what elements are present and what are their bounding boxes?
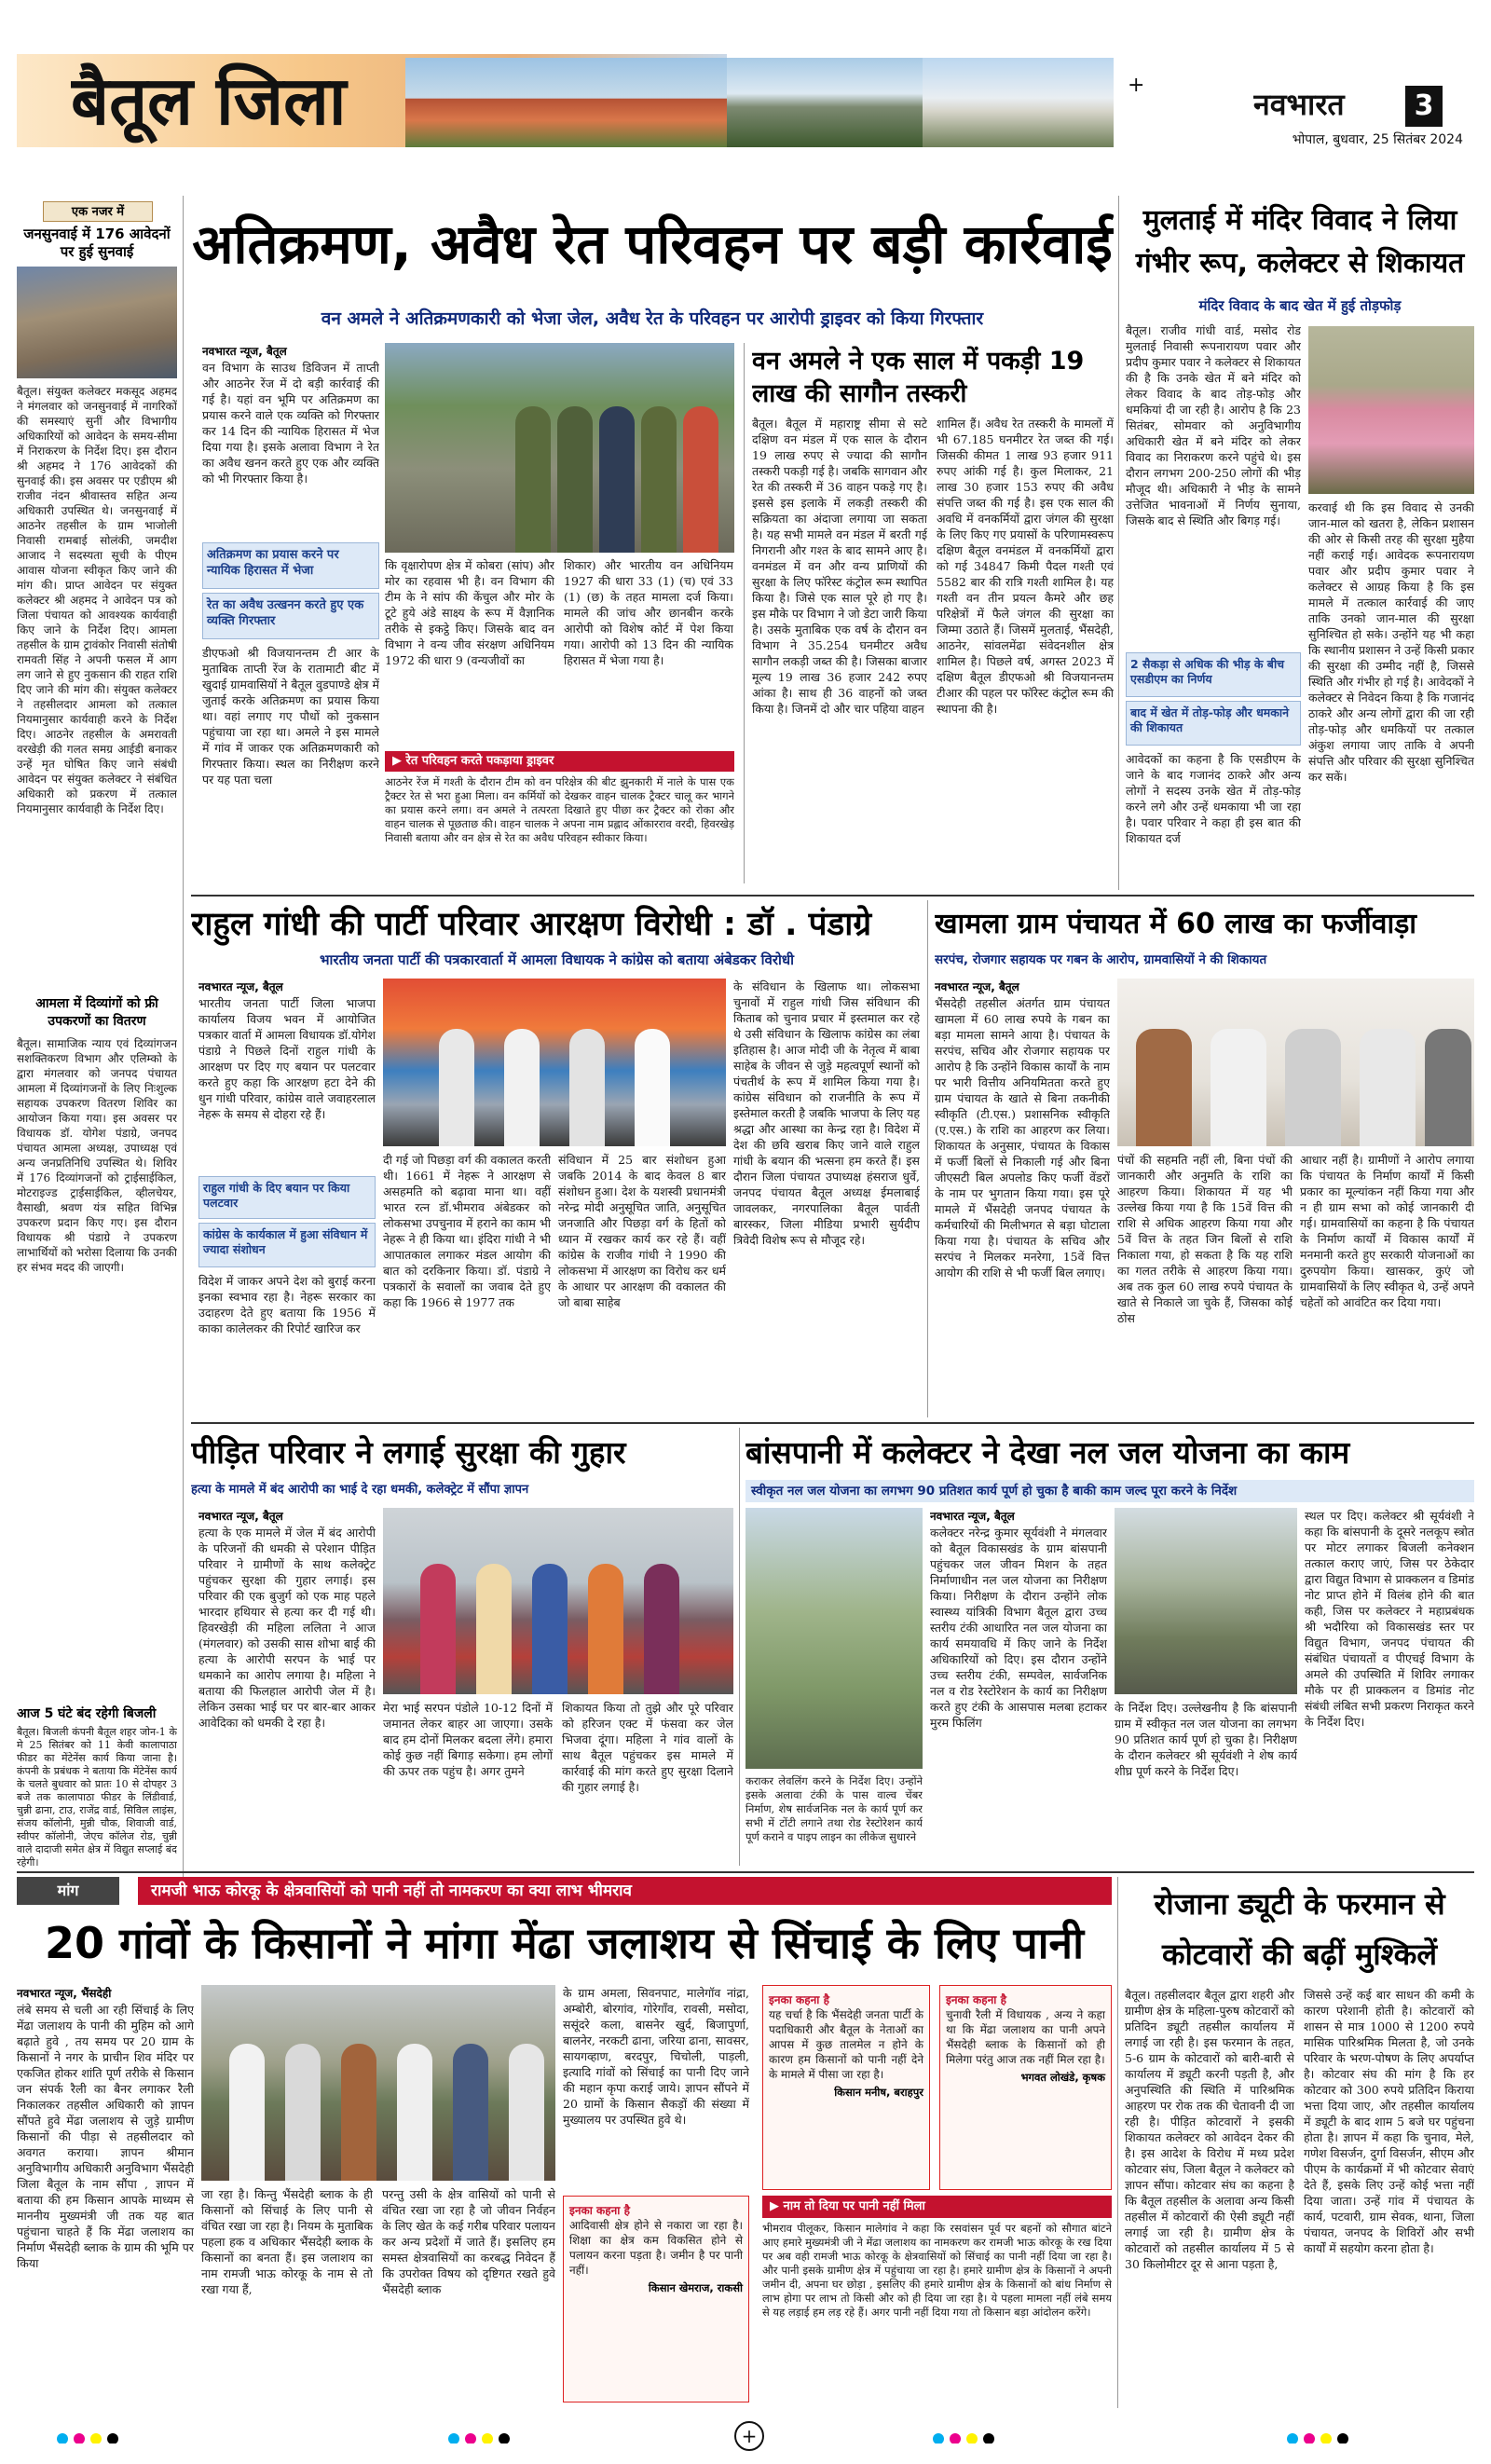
masthead-monument-photo: [923, 58, 1114, 147]
quote-2-text: चुनावी रैली में विधायक , अन्य ने कहा था कि मेंढा जलाशय का पानी अपने भैंसदेही ब्लाक के किसानों को ही मिलेगा परंतु आज तक नहीं मिल रहा है।: [946, 2008, 1105, 2066]
pidit-byline: नवभारत न्यूज, बैतूल: [198, 1510, 283, 1523]
color-bar-center: [445, 2429, 585, 2443]
khamla-byline: नवभारत न्यूज, बैतूल: [935, 980, 1019, 993]
nal-text-1: कलेक्टर नरेन्द्र कुमार सूर्यवंशी ने मंगलवार को बैतूल विकासखंड के ग्राम बांसपानी पहुंचकर जल जीवन मिशन के तहत निर्माणाधीन नल जल योजना का निरीक्षण किया। निरीक्षण के दौरान उन्होंने लोक स्वास्थ्य यांत्रिकी विभाग बैतूल द्वारा उच्च स्तरीय टंकी आधारित नल जल योजना का कार्य समयावधि में किए जाने के निर्देश अधिकारियों को दिए। इस दौरान उन्होंने उच्च स्तरीय टंकी, सम्पवेल, सार्वजनिक नल व रोड रेस्टोरेशन के कार्य का निरीक्षण करते हुए टंकी के आसपास मलबा हटाकर मुरम फिलिंग: [930, 1526, 1107, 1730]
brief-1-title: जनसुनवाई में 176 आवेदनों पर हुई सुनवाई: [23, 226, 171, 260]
mandha-quote-2: [939, 1985, 1112, 2190]
kotwar-story: [1125, 1877, 1474, 2408]
lead-headline: अतिक्रमण, अवैध रेत परिवहन पर बड़ी कार्रवाई: [192, 212, 1113, 276]
lead-text-5: आठनेर रेंज में गश्ती के दौरान टीम को वन परिक्षेत्र की बीट झुनकारी में नाले के पास एक ट्रैक्टर रेत से भरा हुआ मिला। वन कर्मियों को देखकर वाहन चालक ट्रैक्टर चालू कर भागने का प्रयास करने लगा। वन अमले ने तत्परता दिखाते हुए पीछा कर ट्रैक्टर को रोका और वाहन चालक से पूछताछ की। वाहन चालक ने अपना नाम प्रह्लाद ओंकारराव वरदी, हिवरखेड़ निवासी बताया और वन क्षेत्र से रेत का अवैध परिवहन स्वीकार किया।: [385, 775, 734, 844]
lead-side-rule: [744, 343, 745, 883]
lead-byline: नवभारत न्यूज, बैतूल: [202, 345, 287, 358]
quote-3-text: आदिवासी क्षेत्र होने से नकारा जा रहा है। शिक्षा का क्षेत्र कम विकसित होने से पलायन करना पड़ता है। जमीन है पर पानी नहीं।: [569, 2219, 743, 2277]
mandha-quote-3: [563, 2196, 749, 2402]
mandha-quote-1: [762, 1985, 930, 2190]
rahul-deck: भारतीय जनता पार्टी की पत्रकारवार्ता में आमला विधायक ने कांग्रेस को बताया अंबेडकर विरोधी: [320, 951, 794, 968]
khamla-story: [935, 900, 1474, 1417]
rahul-callout-1: राहुल गांधी के दिए बयान पर किया पलटवार: [198, 1176, 376, 1219]
mandha-text-3: परन्तु उसी के क्षेत्र वासियों को पानी से वंचित रखा जा रहा है जो जीवन निर्वहन के लिए खेत के कई गरीब परिवार पलायन कर अन्य प्रदेशों में जाते हैं। इसलिए हम समस्त क्षेत्रवासियों का करबद्ध निवेदन हैं कि उपरोक्त विषय को दृष्टिगत रखते हुवे भैंसदेही ब्लाक: [382, 2187, 555, 2296]
left-col-rule: [183, 196, 184, 1882]
nal-text-3: के निर्देश दिए। उल्लेखनीय है कि बांसपानी ग्राम में स्वीकृत नल जल योजना का लगभग 90 प्रतिशत कार्य पूर्ण हो चुका है। निरीक्षण के दौरान कलेक्टर श्री सूर्यवंशी ने शेष कार्य शीघ्र पूर्ण करने के निर्देश दिए।: [1115, 1701, 1297, 1778]
mandha-text-2: जा रहा है। किन्तु भैंसदेही ब्लाक के ही किसानों को सिंचाई के लिए पानी से वंचित रखा जा रहा है। नियम के मुताबिक पहला हक व अधिकार भैंसदेही ब्लाक के किसानों का बनता हैं। इस जलाशय का नाम रामजी भाऊ कोरकू के नाम से तो रखा गया हैं,: [201, 2187, 373, 2296]
rahul-byline: नवभारत न्यूज, बैतूल: [198, 980, 283, 993]
kotwar-text-2: जिससे उन्हें कई बार साधन की कमी के कारण परेशानी होती है। कोटवारों को शासन से मात्र 1000 से 1200 रुपये मासिक पारिश्रमिक मिलता है, जो उनके परिवार के भरण-पोषण के लिए अपर्याप्त है। कोटवार संघ की मांग है कि हर कोटवार को 300 रुपये प्रतिदिन किराया भत्ता दिया जाए, और तहसील कार्यालय में ड्यूटी के बाद शाम 5 बजे घर पहुंचना होता है। ज्ञापन में कहा कि चुनाव, मेले, गणेश विसर्जन, दुर्गा विसर्जन, सीएम और पीएम के कार्यक्रमों में भी कोटवार सेवाएं देते हैं, इसके लिए उन्हें कोई भत्ता नहीं दिया जाता। उन्हें गांव में पंचायत के कार्य, पटवारी, ग्राम सेवक, थाना, जिला पंचायत, जनपद के शिविरों और सभी कार्यों में सहयोग करना होता है।: [1304, 1988, 1474, 2255]
pidit-collectorate-photo: [383, 1508, 733, 1694]
khamla-villagers-photo: [1117, 979, 1474, 1146]
masthead-temple-photo: [405, 58, 727, 147]
brief-1-text: बैतूल। संयुक्त कलेक्टर मकसूद अहमद ने मंगलवार को जनसुनवाई में नागरिकों की समस्याएं सुनीं और विभागीय अधिकारियों को आवेदन के समय-सीमा में निराकरण के निर्देश दिए। इस दौरान श्री अहमद ने 176 आवेदकों की सुनवाई की। इस अवसर पर एडीएम श्री राजीव नंदन श्रीवास्तव सहित अन्य अधिकारी उपस्थित थे। जनसुनवाई में आठनेर तहसील के ग्राम भाजोली निवासी रामबाई सोलंकी, जमदीश आजाद ने सदस्यता सूची के पीएम आवास योजना स्वीकृत किए जाने की मांग की। प्राप्त आवेदन पर संयुक्त कलेक्टर श्री अहमद ने आवेदन पत्र को जिला पंचायत को आवश्यक कार्यवाही किए जाने के निर्देश दिए। आमला तहसील के ग्राम ट्रावंकोर निवासी संतोषी रामवती सिंह ने अपनी फसल में आग लग जाने से हुए नुकसान की राहत राशि दिए जाने की मांग की। संयुक्त कलेक्टर ने तहसीलदार आमला को तत्काल नियमानुसार कार्यवाही करने के निर्देश दिए। आठनेर तहसील के अमरावती वरखेड़ी की गलत समग्र आईडी बनाकर उन्हें मृत घोषित किए जाने संबंधी आवेदन पर संयुक्त कलेक्टर ने संबंधित अधिकारी को प्रकरण में तत्काल नियमानुसार कार्यवाही के निर्देश दिए।: [17, 385, 177, 815]
khamla-headline: खामला ग्राम पंचायत में 60 लाख का फर्जीवाड़ा: [935, 908, 1417, 940]
dateline: भोपाल, बुधवार, 25 सितंबर 2024: [1292, 132, 1463, 147]
section-title: बैतूल जिला: [71, 62, 347, 140]
lead-side-text-1: बैतूल। बैतूल में महाराष्ट्र सीमा से सटे दक्षिण वन मंडल में एक साल के दौरान 19 लाख रुपए से ज्यादा की सागौन तस्करी पकड़ी गई है। जबकि सागवान और रेत की तस्करी में 36 वाहन पकड़े गए है। इससे इस इलाके में लकड़ी तस्करी की सक्रियता का अंदाजा लगाया जा सकता है। यह सभी मामले वन मंडल में बरती गई निगरानी और गश्त के बाद सामने आए है। वनमंडल में वन और वन्य प्राणियों की सुरक्षा के लिए फॉरेस्ट कंट्रोल रूम स्थापित किया है। जिसे एक साल पूरे हो गए है। इस मौके पर विभाग ने जो डेटा जारी किया है। उसके मुताबिक एक वर्ष के दौरान वन विभाग ने 35.254 घनमीटर अवैध सागौन लकड़ी जब्त की है। जिसका बाजार मूल्य 19 लाख 36 हजार 242 रुपए आंका है। साथ ही 36 वाहनों को जब्त किया है। जिनमें दो और चार पहिया वाहन: [752, 417, 927, 716]
mandha-text-1: लंबे समय से चली आ रही सिंचाई के लिए मेंढा जलाशय के पानी की मुहिम को आगे बढ़ाते हुवे , तय समय पर 20 ग्राम के किसानों ने नगर के प्राचीन शिव मंदिर पर एकजित होकर शांति पूर्ण तरीके से किसान जन संपर्क रैली का बैनर लगाकर रैली निकालकर तहसील अधिकारी को ज्ञापन सौंपते हुवे मेंढा जलाशय से जुड़े ग्रामीण किसानों की पीड़ा से तहसीलदार को अवगत कराया। ज्ञापन श्रीमान अनुविभागीय अधिकारी अनुविभाग भैंसदेही जिला बैतूल के नाम सौंपा , ज्ञापन में बताया की हम किसान आपके माध्यम से माननीय मुख्यमंत्री जी तक यह बात पहुंचाना चाहते हैं कि मेंढा जलाशय का निर्माण भैंसदेही ब्लाक के ग्राम की भूमि पर किया: [17, 2003, 194, 2270]
lead-subhead-text: रेत परिवहन करते पकड़ाया ड्राइवर: [405, 754, 554, 768]
nal-inspection-photo: [1115, 1508, 1297, 1694]
print-marks: [17, 2417, 1474, 2455]
nal-text-4: स्थल पर दिए। कलेक्टर श्री सूर्यवंशी ने कहा कि बांसपानी के दूसरे नलकूप स्त्रोत पर मोटर लगाकर बिजली कनेक्शन तत्काल कराए जाएं, जिस पर ठेकेदार द्वारा विद्युत विभाग से प्राक्कलन व डिमांड नोट प्राप्त होने में विलंब होने की बात कही, जिस पर कलेक्टर ने महाप्रबंधक श्री भदौरिया को विकासखंड स्तर पर विद्युत विभाग, जनपद पंचायत की संबंधित पंचायतों व पीएचई विभाग के अमले की उपस्थिति में शिविर लगाकर मौके पर ही प्राक्कलन व डिमांड नोट संबंधी लंबित सभी प्रकरण निराकृत करने के निर्देश दिए।: [1305, 1509, 1474, 1729]
lead-subhead-bar: ▶ रेत परिवहन करते पकड़ाया ड्राइवर: [385, 751, 734, 772]
khamla-text-1: भैंसदेही तहसील अंतर्गत ग्राम पंचायत खामला में 60 लाख रुपये के गबन का बड़ा मामला सामने आया है। पंचायत के सरपंच, सचिव और रोजगार सहायक पर आरोप है कि उन्होंने विकास कार्यों के नाम पर भारी वित्तीय अनियमितता करते हुए ग्राम पंचायत के खाते से बिना तकनीकी स्वीकृति (टी.एस.) प्रशासनिक स्वीकृति (ए.एस.) के राशि का आहरण कर लिया। शिकायत के अनुसार, पंचायत के विकास में फर्जी बिलों से निकाली गई और बिना जीएसटी बिल अपलोड किए फर्जी वेंडरों के नाम पर भुगतान किया गया। इस पूरे मामले में भैंसदेही जनपद पंचायत के कर्मचारियों की मिलीभगत से बड़ा घोटाला किया गया है। पंचायत के सचिव और सरपंच ने मिलकर मनरेगा, 15वें वित्त आयोग की राशि से भी फर्जी बिल लगाए।: [935, 996, 1110, 1280]
pidit-story: [191, 1428, 733, 1866]
masthead: [0, 0, 1491, 186]
brief-2-title: आमला में दिव्यांगों को फ्री उपकरणों का वितरण: [35, 996, 158, 1029]
paper-name: नवभारत: [1253, 87, 1345, 121]
crosshair-icon: +: [1128, 75, 1145, 97]
mandha-story: [17, 1877, 1112, 2408]
kotwar-text-1: बैतूल। तहसीलदार बैतूल द्वारा शहरी और ग्रामीण क्षेत्र के महिला-पुरुष कोटवारों को प्रतिदिन ड्यूटी तहसील कार्यालय में लगाई जा रही है। इस फरमान के तहत, 5-6 ग्राम के कोटवारों को बारी-बारी से कार्यालय में ड्यूटी करनी पड़ती है, और अनुपस्थिति की स्थिति में पारिश्रमिक आहरण पर रोक तक की चेतावनी दी जा रही है। पीड़ित कोटवारों ने इसकी शिकायत कलेक्टर को आवेदन देकर की है। इस आदेश के विरोध में मध्य प्रदेश कोटवार संघ, जिला बैतूल ने कलेक्टर को ज्ञापन सौंपा। कोटवार संघ का कहना है कि बैतूल तहसील के अलावा अन्य किसी तहसील में कोटवारों की ऐसी ड्यूटी नहीं लगाई जा रही है। ग्रामीण क्षेत्र के कोटवारों को तहसील कार्यालय में 5 से 30 किलोमीटर दूर से आना पड़ता है,: [1125, 1988, 1294, 2271]
pidit-text-1: हत्या के एक मामले में जेल में बंद आरोपी के परिजनों की धमकी से परेशान पीड़ित परिवार ने ग्रामीणों के साथ कलेक्ट्रेट पहुंचकर सुरक्षा की गुहार लगाई। इस परिवार की एक बुजुर्ग को एक माह पहले भारदार हथियार से हत्या कर दी गई थी। हिवरखेड़ी की महिला ललिता ने आज (मंगलवार) को उसकी सास शोभा बाई की हत्या के आरोपी सरपन के भाई पर धमकाने का आरोप लगाया है। महिला ने बताया की फिलहाल आरोपी जेल में है। लेकिन उसका भाई घर पर बार-बार आकर आवेदिका को धमकी दे रहा है।: [198, 1526, 376, 1730]
quote-2-tag: इनका कहना है: [946, 1993, 1006, 2006]
pidit-headline: पीड़ित परिवार ने लगाई सुरक्षा की गुहार: [191, 1434, 626, 1471]
mandha-byline: नवभारत न्यूज, भैंसदेही: [17, 1987, 112, 2000]
pidit-text-2: मेरा भाई सरपन पंडोले 10-12 दिनों में जमानत लेकर बाहर आ जाएगा। उसके बाद हम दोनों मिलकर बदला लेंगे। हमारा कोई कुछ नहीं बिगाड़ सकेगा। हम लोगों की ऊपर तक पहुंच है। अगर तुमने: [383, 1701, 553, 1778]
lead-callout-2: रेत का अवैध उत्खनन करते हुए एक व्यक्ति गिरफ्तार: [202, 593, 379, 639]
row-rule-2: [191, 1422, 1474, 1424]
rahul-text-1: भारतीय जनता पार्टी जिला भाजपा कार्यालय विजय भवन में आयोजित पत्रकार वार्ता में आमला विधायक डॉ.योगेश पंडाग्रे ने पिछले दिनों राहुल गांधी के आरक्षण पर दिए गए बयान पर पलटवार करते हुए कहा कि आरक्षण हटा देने की धुन गांधी परिवार, कांग्रेस वाले जवाहरलाल नेहरू के समय से दोहरा रहे हैं।: [198, 996, 376, 1121]
lead-forest-photo: [385, 343, 734, 553]
khamla-deck: सरपंच, रोजगार सहायक पर गबन के आरोप, ग्रामवासियों ने की शिकायत: [935, 952, 1267, 967]
lead-text-1: वन विभाग के साउथ डिविजन में ताप्ती और आठनेर रेंज में दो बड़ी कार्रवाई की गई है। यहां वन भूमि पर अतिक्रमण का प्रयास करने वाले एक व्यक्ति को गिरफ्तार कर 14 दिन की न्यायिक हिरासत में भेज दिया गया है। इसके अलावा विभाग ने रेत का अवैध खनन करते हुए एक और व्यक्ति को भी गिरफ्तार किया है।: [202, 361, 379, 486]
rahul-text-5: के संविधान के खिलाफ था। लोकसभा चुनावों में राहुल गांधी जिस संविधान की किताब को चुनाव प्रचार में इस्तमाल कर रहे थे उसी संविधान के खिलाफ कांग्रेस का लंबा इतिहास है। आज मोदी जी के नेतृत्व में बाबा साहेब के जीवन से जुड़े महत्वपूर्ण स्थानों को पंचतीर्थ के रूप में शामिल किया गया है। कांग्रेस संविधान को राजनीति के रूप में इस्तेमाल करती है जबकि भाजपा के लिए यह श्रद्धा और आस्था का केन्द्र रहा है। विदेश में देश की छवि खराब किए जाने वाले राहुल गांधी के बयान की भत्सना हम करते हैं। इस दौरान जिला पंचायत उपाध्यक्ष हंसराज धुर्वे, जनपद पंचायत बैतूल अध्यक्ष ईमलाबाई जावलकर, नगरपालिका बैतूल पार्वती बारस्कर, जिला मीडिया प्रभारी सुर्यदीप त्रिवेदी विशेष रूप से मौजूद रहे।: [733, 979, 920, 1247]
lead-side-text-2: शामिल हैं। अवैध रेत तस्करी के मामलों में भी 67.185 घनमीटर रेत जब्त की गई। जिसकी कीमत 1 लाख 93 हजार 911 रुपए आंकी गई है। कुल मिलाकर, 21 लाख 30 हजार 153 रुपए की अवैध संपत्ति जब्त की गई है। इस एक साल की अवधि में वनकर्मियों द्वारा जंगल की सुरक्षा के लिए किए गए प्रयासों के परिणामस्वरूप दक्षिण बैतूल वनमंडल में वनकर्मियों द्वारा को गई 34847 किमी पैदल गश्ती एवं 5582 बार की रात्रि गश्ती शामिल है। यह गश्ती वन तीन प्रयत्न कैमरे और छह परिक्षेत्रों में फैले जंगल की सुरक्षा का जिम्मा उठाते हैं। जिसमें मुलताई, भैंसदेही, आठनेर, सांवलमेंढा संवेदनशील क्षेत्र शामिल है। पिछले वर्ष, अगस्त 2023 में दक्षिण बैतूल डीएफओ श्री विजयानन्तम टीआर की पहल पर फॉरेस्ट कंट्रोल रूम की स्थापना की है।: [937, 417, 1114, 716]
rahul-story: [191, 900, 923, 1417]
rahul-headline: राहुल गांधी की पार्टी परिवार आरक्षण विरोधी : डॉ . पंडाग्रे: [191, 906, 872, 943]
rahul-text-4: संविधान में 25 बार संशोधन हुआ जबकि 2014 के बाद केवल 8 बार संशोधन हुआ। देश के यशस्वी प्रधानमंत्री नरेन्द्र मोदी अनुसूचित जाति, अनुसूचित जनजाति और पिछड़ा वर्ग के हितों को ध्यान में रखकर कार्य कर रहे हैं। वहीं कांग्रेस के राजीव गांधी ने 1990 की लोकसभा में आरक्षण का विरोध कर धर्म के आधार पर आरक्षण की वकालत की जो बाबा साहेब: [558, 1153, 726, 1309]
lead-text-4: शिकार) और भारतीय वन अधिनियम 1927 की धारा 33 (1) (च) एवं 33 (1) (छ) के तहत मामला दर्ज किया। मामले की जांच और छानबीन करके आरोपी को विशेष कोर्ट में पेश किया गया। आरोपी को 13 दिन की न्यायिक हिरासत में भेजा गया है।: [564, 558, 733, 667]
rahul-callout-2: कांग्रेस के कार्यकाल में हुआ संविधान में ज्यादा संशोधन: [198, 1223, 376, 1267]
nal-deck: स्वीकृत नल जल योजना का लगभग 90 प्रतिशत कार्य पूर्ण हो चुका है बाकी काम जल्द पूरा करने के निर्देश: [746, 1480, 1474, 1502]
nal-story: [746, 1428, 1474, 1866]
multai-callout-1: 2 सैकड़ा से अधिक की भीड़ के बीच एसडीएम का निर्णय: [1126, 652, 1301, 697]
mandha-kicker-text: रामजी भाऊ कोरकू के क्षेत्रवासियों को पानी नहीं तो नामकरण का क्या लाभ भीमराव: [138, 1877, 1112, 1905]
mandha-bar-text: भीमराव पीलूकर, किसान मालेगांव ने कहा कि रसवांसन पूर्व पर बहनों को सौगात बांटने आए हमारे मुख्यमंत्री जी ने मेंढा जलाशय का नामकरण कर रामजी भाऊ कोरकू के रख दिया पर अब वही रामजी भाऊ कोरकू के क्षेत्रवासियों को सिंचाई का पानी नहीं दिया जा रहा है। और पानी इसके ग्रामीण क्षेत्र में पहुंचाया जा रहा है। हमारे ग्रामीण क्षेत्र के किसानों ने अपनी जमीन दी, अपना घर छोड़ा , इसलिए की हमारे ग्रामीण क्षेत्र के किसानों को बांध निर्माण से लाभ होगा पर लाभ तो किसी और को ही दिया जा रहा है। ये पहला मामला नहीं लंबे समय से यह लड़ाई हम लड़ रहे हैं। अगर पानी नहीं दिया गया तो किसान बड़ा आंदोलन करेंगे।: [762, 2222, 1112, 2319]
lead-deck: वन अमले ने अतिक्रमणकारी को भेजा जेल, अवैध रेत के परिवहन पर आरोपी ड्राइवर को किया गिरफ्तार: [321, 308, 984, 329]
pidit-text-3: शिकायत किया तो तुझे और पूरे परिवार को हरिजन एक्ट में फंसवा कर जेल भिजवा दूंगा। महिला ने गांव वालों के साथ बैतूल पहुंचकर इस मामले में कार्रवाई की मांग करते हुए सुरक्षा दिलाने की गुहार लगाई है।: [562, 1701, 733, 1794]
multai-text-3: करवाई थी कि इस विवाद से उनकी जान-माल को खतरा है, लेकिन प्रशासन की ओर से किसी तरह की सुरक्षा मुहैया नहीं कराई गई। आवेदक रूपनारायण पवार और प्रदीप कुमार पवार ने कलेक्टर से आग्रह किया है कि इस मामले में तत्काल कार्रवाई की जाए ताकि उनको जान-माल की सुरक्षा सुनिश्चित हो सके। उन्होंने यह भी कहा कि स्थानीय प्रशासन ने उन्हें किसी प्रकार की सुरक्षा की उम्मीद नहीं है, जिससे स्थिति और गंभीर हो गई है। आवेदकों ने कलेक्टर से निवेदन किया है कि गजानंद ठाकरे और अन्य लोगों द्वारा की जा रही तोड़-फोड़ और धमकियों पर तत्काल अंकुश लगाया जाए ताकि वे अपनी संपत्ति और परिवार की सुरक्षा सुनिश्चित कर सकें।: [1308, 500, 1474, 784]
multai-headline: मुलताई में मंदिर विवाद ने लिया गंभीर रूप, कलेक्टर से शिकायत: [1135, 204, 1465, 280]
nal-byline: नवभारत न्यूज, बैतूल: [930, 1510, 1015, 1523]
page-number: 3: [1405, 86, 1443, 127]
lead-text-3: कि वृक्षारोपण क्षेत्र में कोबरा (सांप) और मोर का रहवास भी है। वन विभाग की टीम के ने सांप की केंचुल और मोर के टूटे हुये अंडे साक्ष्य के रूप में वैज्ञानिक तरीके से इकट्ठे किए। जिसके बाद वन विभाग ने वन्य जीव संरक्षण अधिनियम 1972 की धारा 9 (वन्यजीवों का: [385, 558, 554, 667]
lead-story: [191, 196, 1114, 890]
multai-text-2: आवेदकों का कहना है कि एसडीएम के जाने के बाद गजानंद ठाकरे और अन्य लोगों ने सदस्य उनके खेत में तोड़-फोड़ करने लगे और उन्हें धमकाया भी जा रहा है। पवार परिवार ने कहा ही इस बात की शिकायत दर्ज: [1126, 752, 1301, 845]
color-bar-far-right: [1284, 2429, 1424, 2443]
mid-rule-3: [1117, 1877, 1118, 2408]
kotwar-headline: रोजाना ड्यूटी के फरमान से कोटवारों की बढ़ीं मुश्किलें: [1154, 1886, 1445, 1972]
pidit-deck: हत्या के मामले में बंद आरोपी का भाई दे रहा धमकी, कलेक्ट्रेट में सौंपा ज्ञापन: [191, 1483, 529, 1497]
quote-1-tag: इनका कहना है: [769, 1993, 829, 2006]
brief-2-text: बैतूल। सामाजिक न्याय एवं दिव्यांगजन सशक्तिकरण विभाग और एलिम्को के द्वारा मंगलवार को जनपद पंचायत आमला में दिव्यांगजनों के लिए निःशुल्क सहायक उपकरण वितरण शिविर का आयोजन किया गया। इस अवसर पर विधायक डॉ. योगेश पंडाग्रे, जनपद पंचायत आमला अध्यक्ष, उपाध्यक्ष एवं अन्य जनप्रतिनिधि उपस्थित थे। शिविर में 176 दिव्यांगजनों को ट्राईसाईकिल, मोटराइज्ड ट्राईसाईकिल, व्हीलचेयर, वैसाखी, श्रवण यंत्र सहित विभिन्न उपकरण प्रदान किए गए। इस दौरान विधायक श्री पंडाग्रे ने उपकरण लाभार्थियों को भरोसा दिलाया कि उनकी हर संभव मदद की जाएगी।: [17, 1037, 177, 1274]
multai-deck: मंदिर विवाद के बाद खेत में हुई तोड़फोड़: [1198, 297, 1402, 314]
masthead-fort-photo: [727, 58, 923, 147]
mandha-rally-photo: [201, 1985, 555, 2181]
color-bar-right: [930, 2429, 1070, 2443]
multai-temple-photo: [1308, 326, 1474, 494]
quote-3-tag: इनका कहना है: [569, 2204, 630, 2217]
left-column: [17, 196, 177, 1882]
mandha-bar: ▶ नाम तो दिया पर पानी नहीं मिला: [762, 2196, 1112, 2218]
rahul-press-photo: [383, 979, 726, 1146]
khamla-text-3: आधार नहीं है। ग्रामीणों ने आरोप लगाया कि पंचायत के निर्माण कार्यों में किसी प्रकार का मूल्यांकन नहीं किया गया और न ही ग्राम सभा को कोई जानकारी दी गई। ग्रामवासियों का कहना है कि पंचायत के निर्माण कार्यों में विकास कार्यों में मनमानी करते हुए सरकारी योजनाओं का दुरुपयोग किया। खासकर, कुएं जो ग्रामवासियों के लिए स्वीकृत थे, उन्हें अपने चहेतों को आवंटित कर दिया गया।: [1300, 1153, 1474, 1309]
khamla-text-2: पंचों की सहमति नहीं ली, बिना पंचों की जानकारी और अनुमति के राशि का आहरण किया। शिकायत में यह भी उल्लेख किया गया है कि 15वें वित्त की राशि से अधिक आहरण किया गया और 5वें वित्त के तहत जिन बिलों से राशि निकाला गया, हो सकता है कि यह राशि का गलत तरीके से आहरण किया गया। अब तक कुल 60 लाख रुपये पंचायत के खाते से निकाले जा चुके हैं, जिसका कोई ठोस: [1117, 1153, 1293, 1325]
briefs-tag: एक नजर में: [43, 201, 153, 222]
quote-2-by: भगवत लोखंडे, कृषक: [1020, 2071, 1105, 2084]
multai-story: [1126, 196, 1474, 890]
brief-1-photo: [17, 267, 177, 378]
mid-rule-2: [739, 1428, 740, 1866]
nal-headline: बांसपानी में कलेक्टर ने देखा नल जल योजना का काम: [746, 1434, 1350, 1471]
lead-text-2: डीएफओ श्री विजयानन्तम टी आर के मुताबिक ताप्ती रेंज के रातामाटी बीट में खुदाई ग्रामवासियों ने बैतूल वुडपाण्डे क्षेत्र में जुताई करके अतिक्रमण का प्रयास किया था। वहां लगाए गए पौधों को नुकसान पहुंचाया जा रहा था। अमले ने इस मामले में गांव में जाकर एक अतिक्रमणकारी को गिरफ्तार किया। स्थल का निरीक्षण करने पर यह पता चला: [202, 646, 379, 787]
mandha-headline: 20 गांवों के किसानों ने मांगा मेंढा जलाशय से सिंचाई के लिए पानी: [45, 1918, 1084, 1968]
lead-side-headline: वन अमले ने एक साल में पकड़ी 19 लाख की सागौन तस्करी: [752, 347, 1085, 408]
quote-1-by: किसान मनीष, बराहपुर: [834, 2086, 923, 2099]
brief-3-text: बैतूल। बिजली कंपनी बैतूल शहर जोन-1 के मे 25 सितंबर को 11 केवी कालापाठा फीडर का मेंटेनेंस कार्य किया जाना है। कंपनी के प्रबंधक ने बताया कि मेंटेनेंस कार्य के चलते बुधवार को प्रातः 10 से दोपहर 3 बजे तक कालापाठा फीडर के लिंडीवार्ड, चुन्नी ढाना, टाउ, राजेंद्र वार्ड, सिविल लाइंस, संजय कॉलोनी, मुन्नी चौक, शिवाजी वार्ड, स्वीपर कॉलोनी, जेएच कॉलेज रोड, चुन्नी वाले दादाजी समेत क्षेत्र में विद्युत सप्लाई बंद रहेगी।: [17, 1726, 177, 1869]
quote-3-by: किसान खेमराज, राकसी: [648, 2281, 743, 2294]
rahul-text-3: दी गई जो पिछड़ा वर्ग की वकालत करती थी। 1661 में नेहरू ने आरक्षण से असहमति को बढ़ावा माना था। वहीं भारत रत्न डॉ.भीमराव अंबेडकर को लोकसभा उपचुनाव में हराने का काम भी नेहरू ने ही किया था। इंदिरा गांधी ने भी आपातकाल लगाकर मंडल आयोग की बात को दरकिनार किया। डॉ. पंडाग्रे ने पत्रकारों के सवालों का जवाब देते हुए कहा कि 1966 से 1977 तक: [383, 1153, 551, 1309]
quote-1-text: यह चर्चा है कि भैंसदेही जनता पार्टी के पदाधिकारी और बैतूल के नेताओं का आपस में कुछ तालमेल न होने के कारण हम किसानों को पानी नहीं देने के मामले में पीसा जा रहा है।: [769, 2008, 923, 2081]
mandha-villages: के ग्राम अमला, सिवनपाट, मालेगॉव नांद्रा, अम्बोरी, बोरगांव, गोरेगाँव, रावसी, मसोदा, ससूंदरे कला, बासनेर खुर्द, बिजापुर्णा, बालनेर, नरकटी ढाना, जरिया ढाना, सावसर, सायगव्हाण, बरदपुर, चिचोली, पाड़ली, इत्यादि गांवों को सिंचाई का पानी दिए जाने की महान कृपा कराई जाये। ज्ञापन सौंपने में 20 ग्रामों के किसान सैकड़ों की संख्या में मुख्यालय पर उपस्थित हुवे थे।: [563, 1986, 749, 2127]
nal-text-2: कराकर लेवलिंग करने के निर्देश दिए। उन्होंने इसके अलावा टंकी के पास वाल्व चेंबर निर्माण, शेष सार्वजनिक नल के कार्य पूर्ण कर सभी में टोंटी लगाने तथा रोड रेस्टोरेशन कार्य पूर्ण कराने व पाइप लाइन का लीकेज सुधारने: [746, 1774, 923, 1843]
mandha-kicker: मांग: [17, 1877, 119, 1905]
row-rule-1: [191, 895, 1474, 897]
mandha-bar-title: नाम तो दिया पर पानी नहीं मिला: [783, 2199, 925, 2213]
brief-3-title: आज 5 घंटे बंद रहेगी बिजली: [17, 1706, 157, 1721]
row-rule-3: [17, 1871, 1474, 1873]
right-col-rule: [1118, 196, 1119, 890]
rahul-text-2: विदेश में जाकर अपने देश को बुराई करना इनका स्वभाव रहा है। नेहरू सरकार का उदाहरण देते हुए बताया कि 1956 में काका कालेलकर की रिपोर्ट खारिज कर: [198, 1274, 376, 1335]
multai-callout-2: बाद में खेत में तोड़-फोड़ और धमकाने की शिकायत: [1126, 701, 1301, 746]
multai-text-1: बैतूल। राजीव गांधी वार्ड, मसोद रोड मुलताई निवासी रूपनारायण पवार और प्रदीप कुमार पवार ने कलेक्टर से शिकायत की है कि उनके खेत में बने मंदिर को लेकर विवाद के बाद तोड़-फोड़ और धमकियां दी जा रही है। आरोप है कि 23 सितंबर, सोमवार को अनुविभागीय अधिकारी खेत में बने मंदिर को लेकर विवाद का निराकरण करने पहुंचे थे। इस दौरान लगभग 200-250 लोगों की भीड़ मौजूद थी। अधिकारी ने भीड़ के सामने उत्तेजित भावनाओं में निर्णय सुनाया, जिसके बाद से स्थिति और बिगड़ गई।: [1126, 323, 1301, 527]
lead-callout-1: अतिक्रमण का प्रयास करने पर न्यायिक हिरासत में भेजा: [202, 542, 379, 589]
mid-rule-1: [927, 900, 928, 1417]
nal-tank-photo: [746, 1508, 923, 1769]
color-bar-left: [54, 2429, 194, 2443]
registration-icon: +: [734, 2421, 764, 2451]
